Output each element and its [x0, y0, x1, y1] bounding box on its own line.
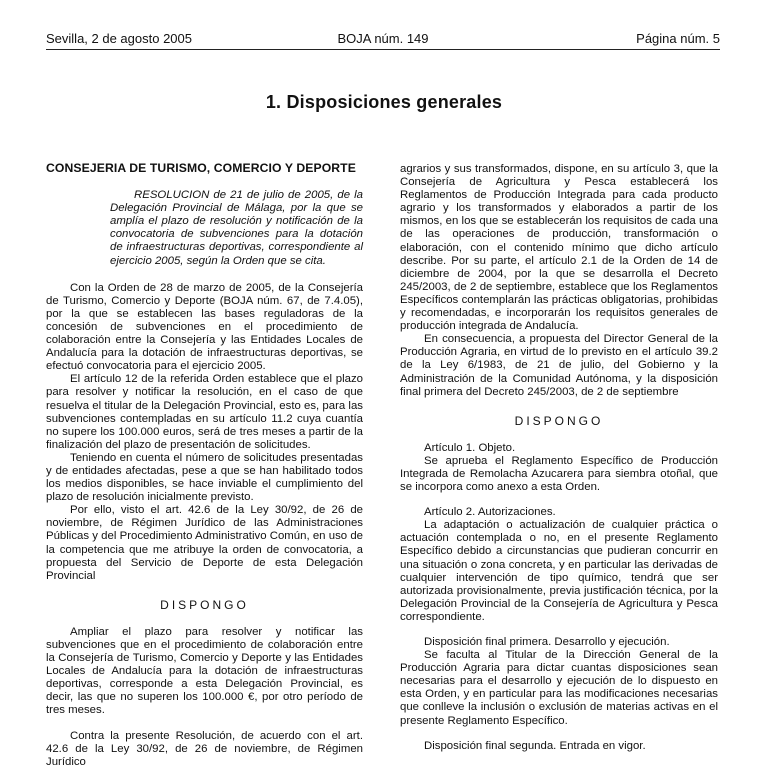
header-bulletin-number: BOJA núm. 149 — [337, 31, 429, 46]
right-column — [400, 163, 718, 753]
left-paragraph: El artículo 12 de la referida Orden establece que el plazo para resolver y notificar la resolución, en el caso de que resuelva el titular de la Delegación Provincial, esto es, para las subvenciones contempladas en su artículo 11.2 cuya cuantía no supere los 100.000 euros, será de tres meses a partir de la finalización del plazo de presentación de solicitudes. — [46, 373, 363, 451]
article-1-title: Artículo 1. Objeto. — [424, 441, 516, 454]
left-paragraph: Teniendo en cuenta el número de solicitudes presentadas y de entidades afectadas, pese a que se han habilitado todos los medios disponibles, se hace inviable el cumplimiento del plazo de resolución inicialmente previsto. — [46, 451, 363, 504]
article-2-text: La adaptación o actualización de cualquier práctica o actuación contemplada o no, en el presente Reglamento Específico debido a circunstancias que pudieran concurrir en una situación o zona concreta, y en particular las derivadas de cualquier intervención de tipo químico, tendrá que ser autorizada provisionalmente, previa justificación técnica, por la Delegación Provincial de la Consejería de Agricultura y Pesca correspondiente. — [400, 519, 718, 623]
right-paragraph: En consecuencia, a propuesta del Director General de la Producción Agraria, en virtud de lo previsto en el artículo 39.2 de la Ley 6/1983, de 21 de julio, del Gobierno y la Administración de la Comunidad Autónoma, y la disposición final primera del Decreto 245/2003, de 2 de septiembre — [400, 333, 718, 398]
left-paragraph: Por ello, visto el art. 42.6 de la Ley 30/92, de 26 de noviembre, de Régimen Jurídico de las Administraciones Públicas y del Procedimiento Administrativo Común, en uso de la competencia que me atribuye la orden de convocatoria, a propuesta del Servicio de Deporte de esta Delegación Provincial — [46, 504, 363, 582]
left-paragraph: Con la Orden de 28 de marzo de 2005, de la Consejería de Turismo, Comercio y Deporte (BOJA núm. 67, de 7.4.05), por la que se establecen las bases reguladoras de la concesión de subvenciones en el procedimiento de colaboración entre la Consejería y las Entidades Locales de Andalucía para la dotación de infraestructuras deportivas, se efectuó convocatoria para el ejercicio 2005. — [46, 281, 363, 373]
dispongo-heading: DISPONGO — [514, 413, 604, 428]
right-paragraph: agrarios y sus transformados, dispone, en su artículo 3, que la Consejería de Agricultura y Pesca establecerá los Reglamentos de Producción Integrada para cada producto agrario y los transformados y elaborados a partir de los mismos, en los que se establecerán los requisitos de cada una de las operaciones de producción, transformación o elaboración, con el contenido mínimo que dicho artículo describe. Por su parte, el artículo 2.1 de la Orden de 14 de diciembre de 2004, por la que se desarrolla el Decreto 245/2003, de 2 de septiembre, establece que los Reglamentos Específicos contemplarán las prácticas obligatorias, prohibidas y recomendadas, e incorporarán los requisitos generales de producción integrada de Andalucía. — [400, 163, 718, 333]
page-header — [46, 30, 720, 48]
article-2-title: Artículo 2. Autorizaciones. — [424, 506, 556, 519]
organization-heading: CONSEJERIA DE TURISMO, COMERCIO Y DEPORTE — [46, 161, 356, 175]
article-1-text: Se aprueba el Reglamento Específico de Producción Integrada de Remolacha Azucarera para siembra otoñal, que se incorpora como anexo a esta Orden. — [400, 454, 718, 494]
left-paragraph: Ampliar el plazo para resolver y notificar las subvenciones que en el procedimiento de colaboración entre la Consejería de Turismo, Comercio y Deporte y las Entidades Locales de Andalucía para la dotación de infraestructuras deportivas, corresponde a esta Delegación Provincial, es decir, las que no superen los 100.000 €, por otro período de tres meses. — [46, 625, 363, 717]
header-date: Sevilla, 2 de agosto 2005 — [46, 31, 192, 46]
dispongo-heading: DISPONGO — [160, 597, 249, 612]
left-paragraph: Contra la presente Resolución, de acuerdo con el art. 42.6 de la Ley 30/92, de 26 de noviembre, de Régimen Jurídico — [46, 729, 363, 768]
header-page-number: Página núm. 5 — [636, 31, 720, 46]
final-provision-1-text: Se faculta al Titular de la Dirección General de la Producción Agraria para dictar cuantas disposiciones sean necesarias para el desarrollo y ejecución de lo dispuesto en esta Orden, y en particular para las modificaciones necesarias que conlleve la inclusión o exclusión de materias activas en el presente Reglamento Específico. — [400, 649, 718, 727]
header-rule — [46, 49, 720, 50]
left-column — [46, 162, 363, 769]
final-provision-2-title: Disposición final segunda. Entrada en vigor. — [424, 739, 646, 752]
final-provision-1-title: Disposición final primera. Desarrollo y ejecución. — [424, 636, 670, 648]
section-title: 1. Disposiciones generales — [265, 92, 503, 112]
resolution-abstract: RESOLUCION de 21 de julio de 2005, de la Delegación Provincial de Málaga, por la que se amplía el plazo de resolución y notificación de la convocatoria de subvenciones para la dotación de infraestructuras deportivas, correspondiente al ejercicio 2005, según la Orden que se cita. — [110, 189, 363, 267]
